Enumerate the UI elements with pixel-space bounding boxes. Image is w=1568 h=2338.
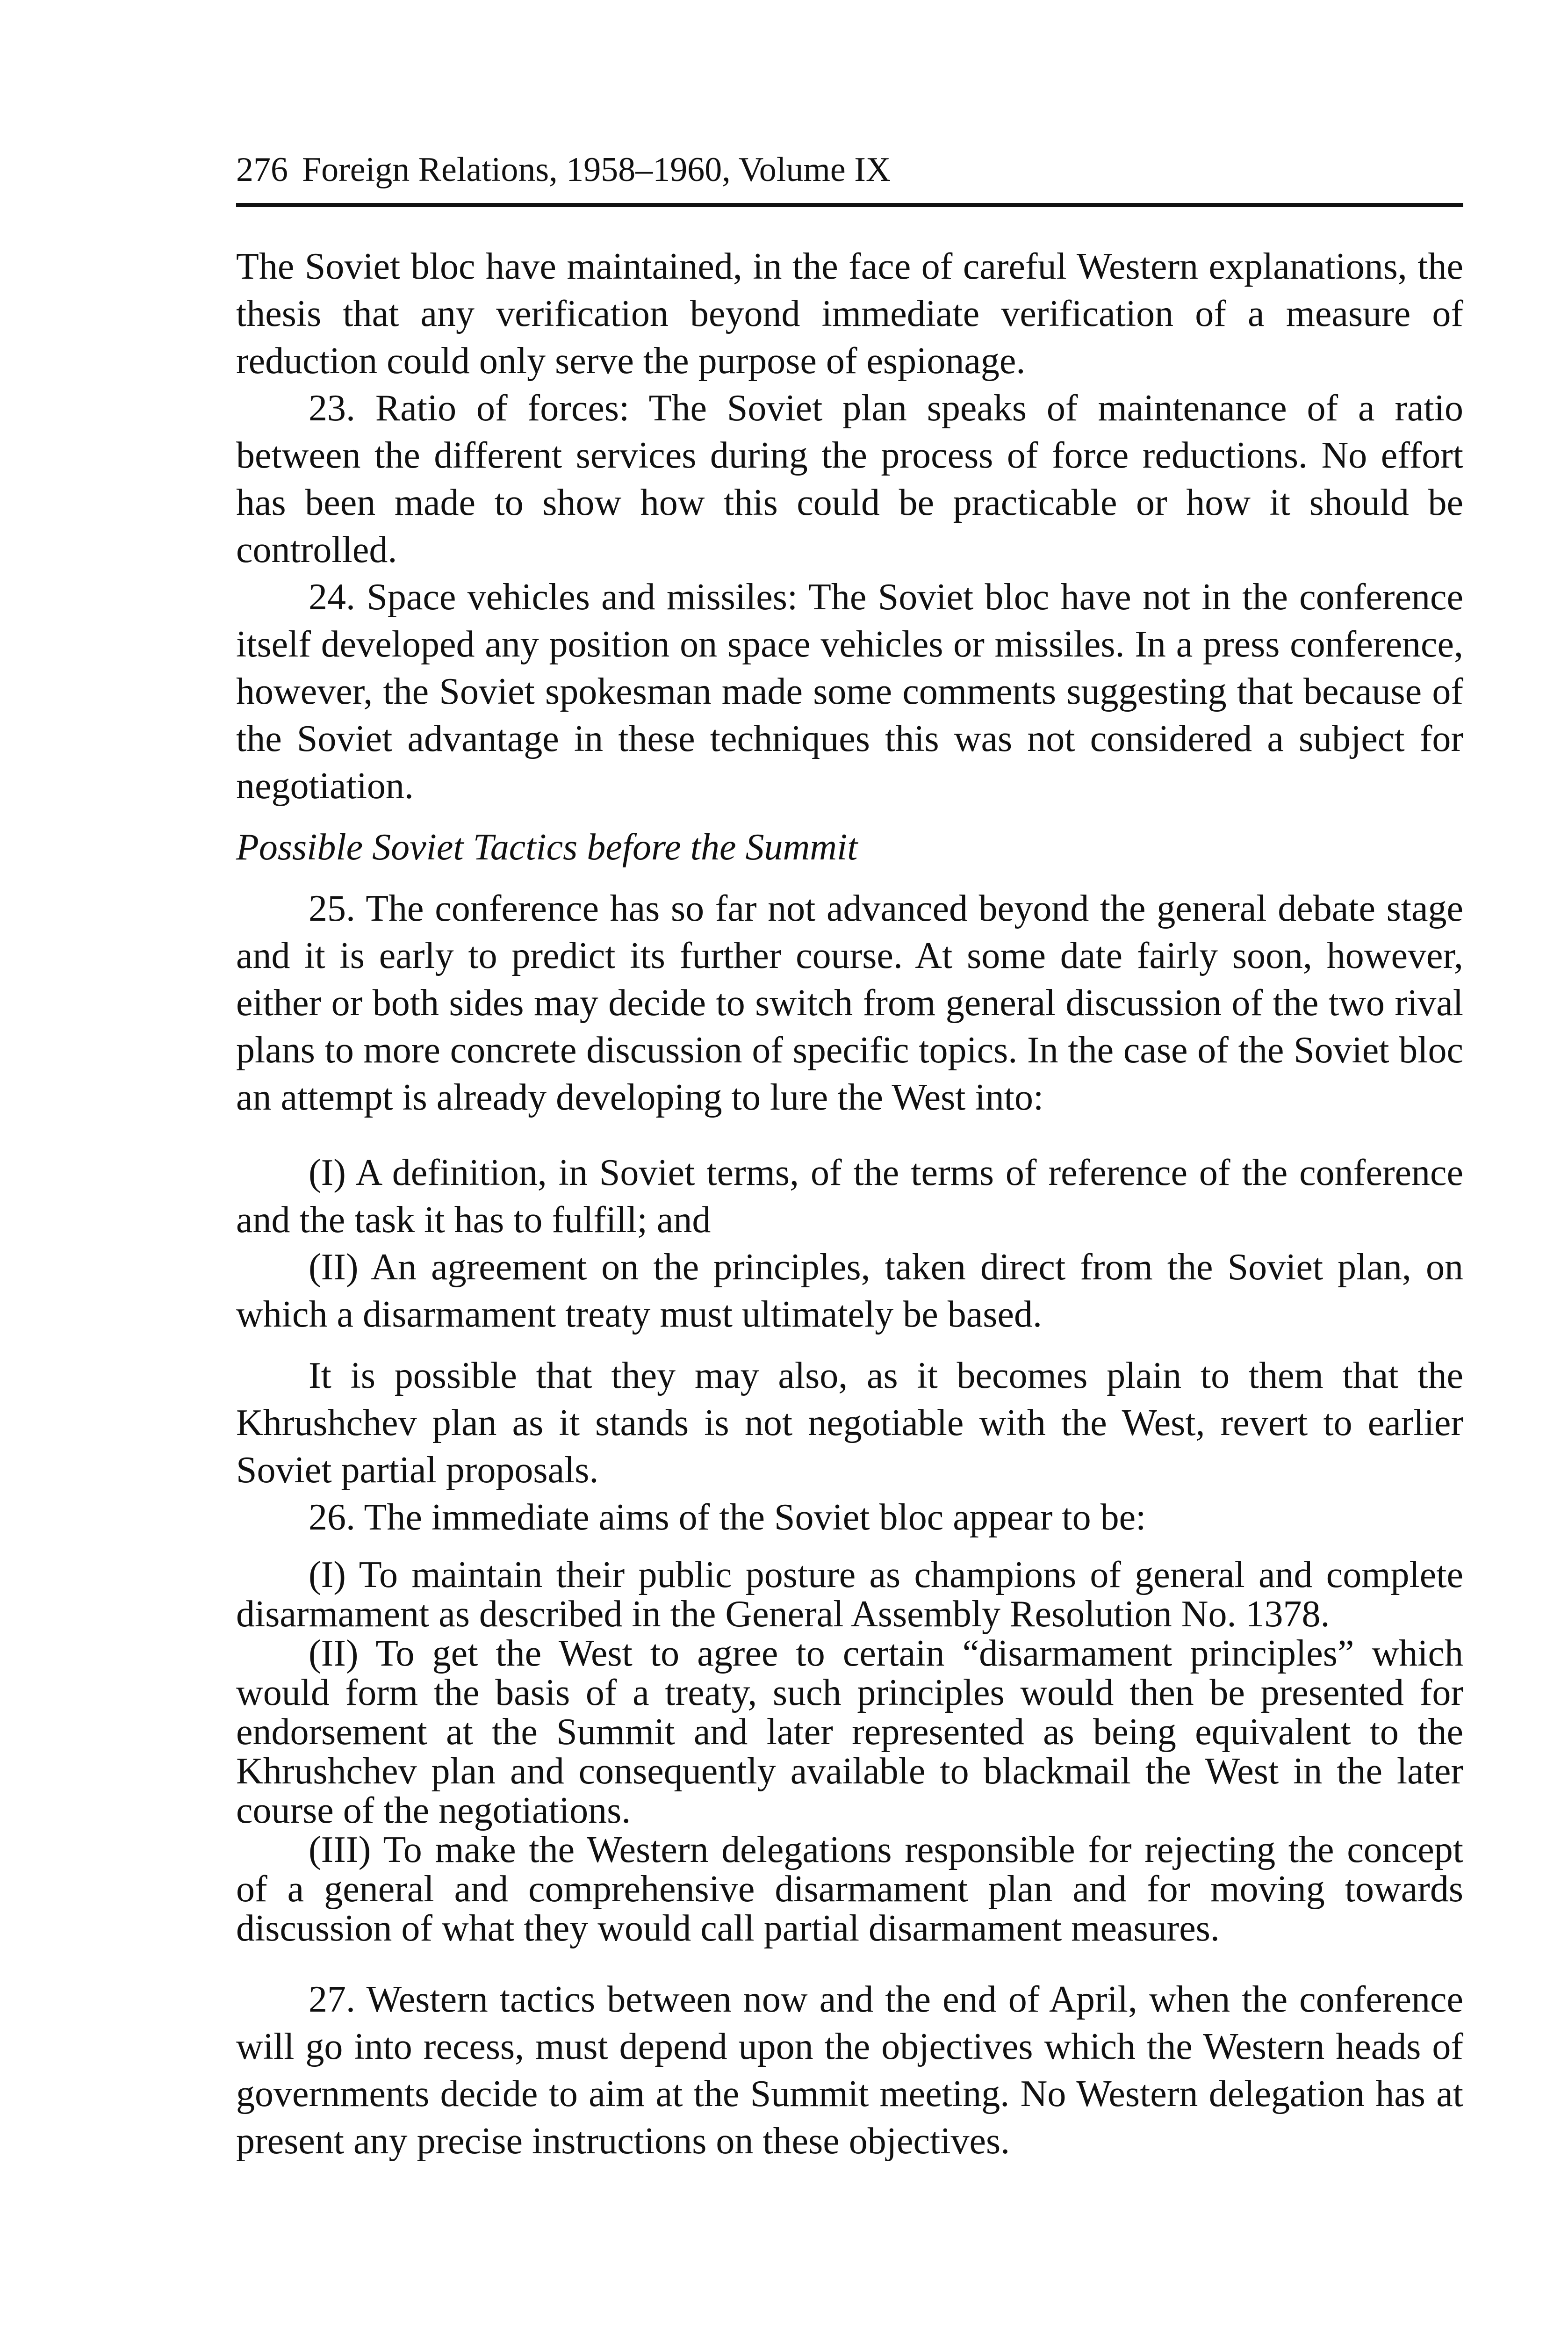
document-body — [236, 243, 1463, 2165]
section-heading: Possible Soviet Tactics before the Summit — [236, 827, 858, 868]
page-number: 276 — [236, 151, 288, 189]
header-rule — [236, 203, 1463, 207]
list-item-26-iii: (III) To make the Western delegations responsible for rejecting the concept of a general and comprehensive disarmament plan and for moving towards discussion of what they would call partial disarmament measures. — [236, 1829, 1463, 1949]
list-item-25-i: (I) A definition, in Soviet terms, of the terms of reference of the conference and the task it has to fulfill; and — [236, 1152, 1463, 1241]
running-header — [236, 149, 1463, 191]
paragraph-25: 25. The conference has so far not advanced beyond the general debate stage and it is early to predict its further course. At some date fairly soon, however, either or both sides may decide to switch from general discussion of the two rival plans to more concrete discussion of specific topics. In the case of the Soviet bloc an attempt is already developing to lure the West into: — [236, 888, 1463, 1118]
paragraph-intro: The Soviet bloc have maintained, in the face of careful Western explanations, the thesis that any verification beyond immediate verification of a measure of reduction could only serve the purpose of espionage. — [236, 246, 1463, 382]
paragraph-25-continued: It is possible that they may also, as it becomes plain to them that the Khrushchev plan as it stands is not negotiable with the West, revert to earlier Soviet partial proposals. — [236, 1355, 1463, 1491]
running-title: Foreign Relations, 1958–1960, Volume IX — [302, 151, 891, 189]
list-item-26-i: (I) To maintain their public posture as champions of general and complete disarmament as described in the General Assembly Resolution No. 1378. — [236, 1554, 1463, 1635]
paragraph-23: 23. Ratio of forces: The Soviet plan speaks of maintenance of a ratio between the different services during the process of force reductions. No effort has been made to show how this could be practicable or how it should be controlled. — [236, 388, 1463, 570]
list-item-25-ii: (II) An agreement on the principles, taken direct from the Soviet plan, on which a disarmament treaty must ultimately be based. — [236, 1247, 1463, 1335]
paragraph-26: 26. The immediate aims of the Soviet bloc appear to be: — [309, 1497, 1146, 1538]
paragraph-24: 24. Space vehicles and missiles: The Soviet bloc have not in the conference itself developed any position on space vehicles or missiles. In a press conference, however, the Soviet spokesman made some comments suggesting that because of the Soviet advantage in these techniques this was not considered a subject for negotiation. — [236, 577, 1463, 807]
paragraph-27: 27. Western tactics between now and the end of April, when the conference will go into recess, must depend upon the objectives which the Western heads of governments decide to aim at the Summit meeting. No Western delegation has at present any precise instructions on these objectives. — [236, 1979, 1463, 2162]
list-item-26-ii: (II) To get the West to agree to certain “disarmament principles” which would form the basis of a treaty, such principles would then be presented for endorsement at the Summit and later represented as being equivalent to the Khrushchev plan and consequently available to blackmail the West in the later course of the negotiations. — [236, 1633, 1463, 1831]
